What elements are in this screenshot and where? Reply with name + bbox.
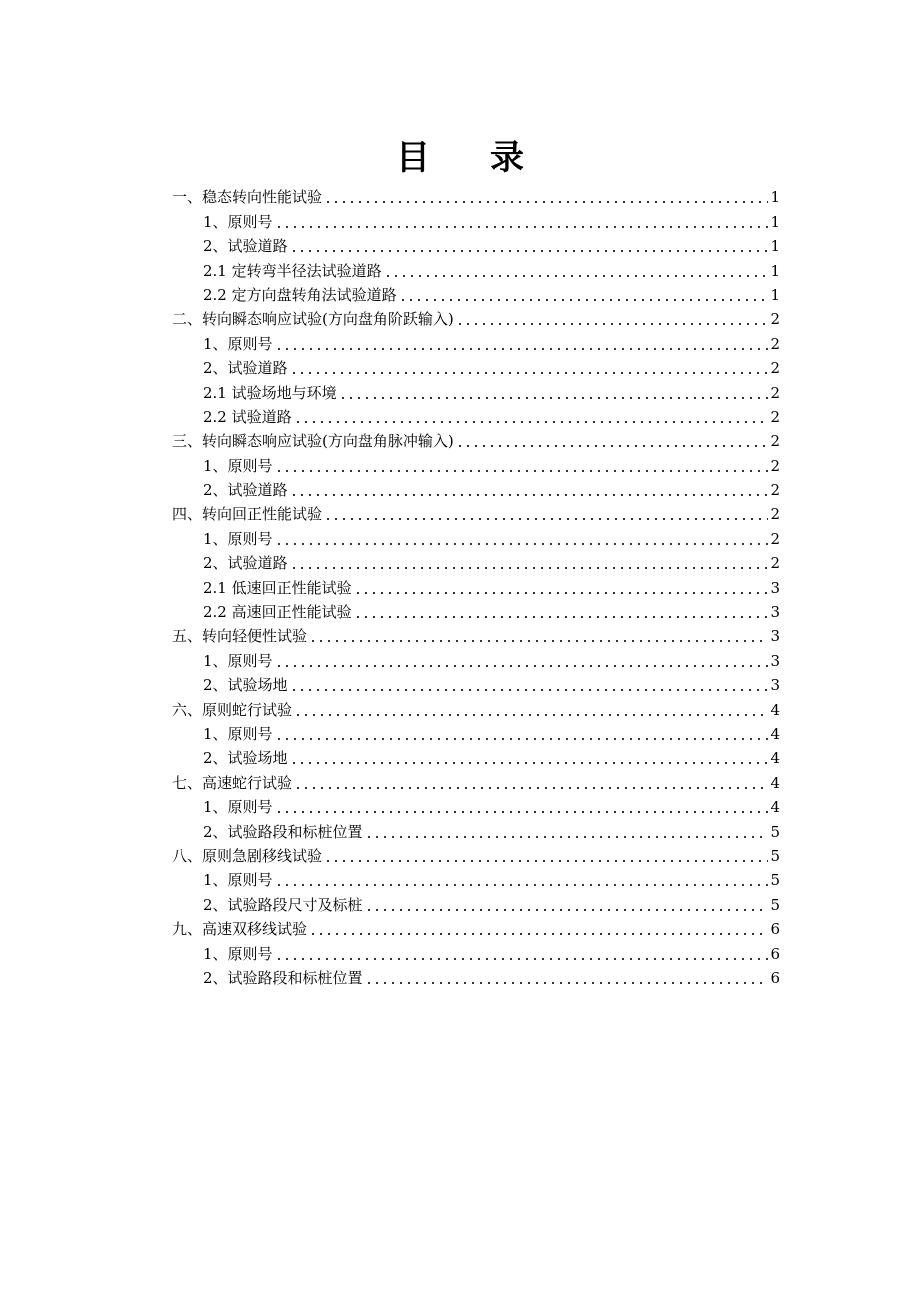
toc-entry-page: 1 xyxy=(770,285,780,304)
toc-entry[interactable] xyxy=(172,526,780,550)
dot-leader xyxy=(275,226,769,228)
dot-leader xyxy=(290,494,769,496)
toc-entry[interactable] xyxy=(172,892,780,916)
toc-entry-page: 4 xyxy=(770,773,780,792)
dot-leader xyxy=(309,640,768,642)
toc-entry-page: 5 xyxy=(770,871,780,890)
title-char: 目 xyxy=(396,138,430,178)
dot-leader xyxy=(275,470,769,472)
toc-entry-label: 2.1 定转弯半径法试验道路 xyxy=(203,261,382,280)
toc-entry[interactable] xyxy=(172,307,780,331)
toc-entry-page: 4 xyxy=(770,798,780,817)
dot-leader xyxy=(294,421,769,423)
toc-entry-page: 2 xyxy=(770,481,780,500)
toc-entry-label: 一、稳态转向性能试验 xyxy=(172,188,323,207)
toc-entry-label: 2、试验路段和标桩位置 xyxy=(203,968,363,987)
toc-entry[interactable] xyxy=(172,258,780,282)
toc-entry-label: 2、试验场地 xyxy=(203,749,288,768)
toc-entry-label: 2、试验场地 xyxy=(203,676,288,695)
toc-entry-label: 2、试验道路 xyxy=(203,554,288,573)
toc-entry-page: 2 xyxy=(770,529,780,548)
toc-entry-label: 1、原则号 xyxy=(203,651,273,670)
dot-leader xyxy=(275,738,769,740)
toc-entry[interactable] xyxy=(172,234,780,258)
dot-leader xyxy=(294,787,768,789)
toc-entry-label: 九、高速双移线试验 xyxy=(172,920,308,939)
dot-leader xyxy=(309,933,768,935)
toc-entry[interactable] xyxy=(172,819,780,843)
toc-entry-label: 2、试验道路 xyxy=(203,237,288,256)
toc-entry-page: 4 xyxy=(770,724,780,743)
toc-entry[interactable] xyxy=(172,795,780,819)
toc-entry[interactable] xyxy=(172,185,780,209)
toc-entry-page: 2 xyxy=(770,334,780,353)
dot-leader xyxy=(275,665,769,667)
dot-leader xyxy=(456,323,769,325)
dot-leader xyxy=(275,811,769,813)
toc-entry-label: 2.1 试验场地与环境 xyxy=(203,383,337,402)
table-of-contents xyxy=(172,185,780,990)
toc-entry-label: 三、转向瞬态响应试验(方向盘角脉冲输入) xyxy=(172,432,454,451)
toc-entry-page: 2 xyxy=(770,407,780,426)
toc-entry-page: 1 xyxy=(770,261,780,280)
toc-entry-page: 3 xyxy=(770,603,780,622)
toc-entry-page: 3 xyxy=(770,578,780,597)
dot-leader xyxy=(275,348,769,350)
toc-entry-page: 2 xyxy=(770,383,780,402)
toc-entry-label: 2、试验道路 xyxy=(203,359,288,378)
toc-entry-label: 2、试验路段和标桩位置 xyxy=(203,822,363,841)
toc-entry-page: 1 xyxy=(770,237,780,256)
toc-entry-page: 1 xyxy=(770,212,780,231)
toc-entry[interactable] xyxy=(172,356,780,380)
toc-entry[interactable] xyxy=(172,648,780,672)
page-title xyxy=(0,130,920,179)
dot-leader xyxy=(290,372,769,374)
toc-entry[interactable] xyxy=(172,917,780,941)
toc-entry[interactable] xyxy=(172,453,780,477)
dot-leader xyxy=(275,884,769,886)
toc-entry-page: 3 xyxy=(770,627,780,646)
dot-leader xyxy=(365,836,769,838)
toc-entry[interactable] xyxy=(172,478,780,502)
toc-entry[interactable] xyxy=(172,746,780,770)
dot-leader xyxy=(324,518,768,520)
dot-leader xyxy=(275,543,769,545)
toc-entry[interactable] xyxy=(172,405,780,429)
toc-entry-label: 七、高速蛇行试验 xyxy=(172,773,293,792)
toc-entry[interactable] xyxy=(172,697,780,721)
toc-entry[interactable] xyxy=(172,331,780,355)
title-char: 录 xyxy=(490,138,524,178)
toc-entry-label: 2.2 高速回正性能试验 xyxy=(203,603,352,622)
toc-entry[interactable] xyxy=(172,380,780,404)
toc-entry[interactable] xyxy=(172,722,780,746)
toc-entry[interactable] xyxy=(172,770,780,794)
dot-leader xyxy=(456,445,769,447)
dot-leader xyxy=(290,567,769,569)
toc-entry-page: 2 xyxy=(770,432,780,451)
toc-entry-page: 2 xyxy=(770,359,780,378)
toc-entry-page: 5 xyxy=(770,846,780,865)
dot-leader xyxy=(324,201,768,203)
toc-entry-label: 1、原则号 xyxy=(203,456,273,475)
dot-leader xyxy=(354,616,769,618)
dot-leader xyxy=(290,762,769,764)
toc-entry-label: 1、原则号 xyxy=(203,724,273,743)
toc-entry[interactable] xyxy=(172,283,780,307)
dot-leader xyxy=(294,714,768,716)
toc-entry-page: 2 xyxy=(770,505,780,524)
dot-leader xyxy=(290,250,769,252)
dot-leader xyxy=(365,909,769,911)
toc-entry-label: 八、原则急剧移线试验 xyxy=(172,846,323,865)
toc-entry[interactable] xyxy=(172,966,780,990)
dot-leader xyxy=(339,397,769,399)
dot-leader xyxy=(275,958,769,960)
toc-entry-label: 2、试验道路 xyxy=(203,481,288,500)
toc-entry-label: 四、转向回正性能试验 xyxy=(172,505,323,524)
dot-leader xyxy=(365,982,769,984)
toc-entry-label: 2.1 低速回正性能试验 xyxy=(203,578,352,597)
toc-entry[interactable] xyxy=(172,941,780,965)
toc-entry-page: 4 xyxy=(770,700,780,719)
dot-leader xyxy=(384,275,769,277)
toc-entry-page: 5 xyxy=(770,895,780,914)
toc-entry-label: 1、原则号 xyxy=(203,871,273,890)
toc-entry-page: 5 xyxy=(770,822,780,841)
toc-entry[interactable] xyxy=(172,575,780,599)
toc-entry-label: 五、转向轻便性试验 xyxy=(172,627,308,646)
toc-entry-label: 1、原则号 xyxy=(203,529,273,548)
toc-entry-label: 六、原则蛇行试验 xyxy=(172,700,293,719)
toc-entry[interactable] xyxy=(172,624,780,648)
toc-entry[interactable] xyxy=(172,551,780,575)
toc-entry-page: 6 xyxy=(770,920,780,939)
toc-entry-label: 2、试验路段尺寸及标桩 xyxy=(203,895,363,914)
toc-entry-page: 4 xyxy=(770,749,780,768)
toc-entry-page: 6 xyxy=(770,944,780,963)
toc-entry[interactable] xyxy=(172,844,780,868)
toc-entry-label: 1、原则号 xyxy=(203,212,273,231)
toc-entry[interactable] xyxy=(172,502,780,526)
toc-entry-page: 2 xyxy=(770,310,780,329)
dot-leader xyxy=(399,299,769,301)
dot-leader xyxy=(324,860,768,862)
toc-entry-label: 2.2 试验道路 xyxy=(203,407,292,426)
toc-entry[interactable] xyxy=(172,600,780,624)
toc-entry-page: 6 xyxy=(770,968,780,987)
toc-entry[interactable] xyxy=(172,868,780,892)
toc-entry-label: 1、原则号 xyxy=(203,798,273,817)
toc-entry-page: 3 xyxy=(770,676,780,695)
toc-entry[interactable] xyxy=(172,429,780,453)
dot-leader xyxy=(354,592,769,594)
toc-entry-page: 2 xyxy=(770,554,780,573)
toc-entry[interactable] xyxy=(172,209,780,233)
toc-entry-page: 1 xyxy=(770,188,780,207)
dot-leader xyxy=(290,689,769,691)
toc-entry[interactable] xyxy=(172,673,780,697)
toc-entry-page: 2 xyxy=(770,456,780,475)
toc-entry-label: 2.2 定方向盘转角法试验道路 xyxy=(203,285,397,304)
toc-entry-label: 1、原则号 xyxy=(203,334,273,353)
toc-entry-page: 3 xyxy=(770,651,780,670)
toc-entry-label: 二、转向瞬态响应试验(方向盘角阶跃输入) xyxy=(172,310,454,329)
toc-entry-label: 1、原则号 xyxy=(203,944,273,963)
